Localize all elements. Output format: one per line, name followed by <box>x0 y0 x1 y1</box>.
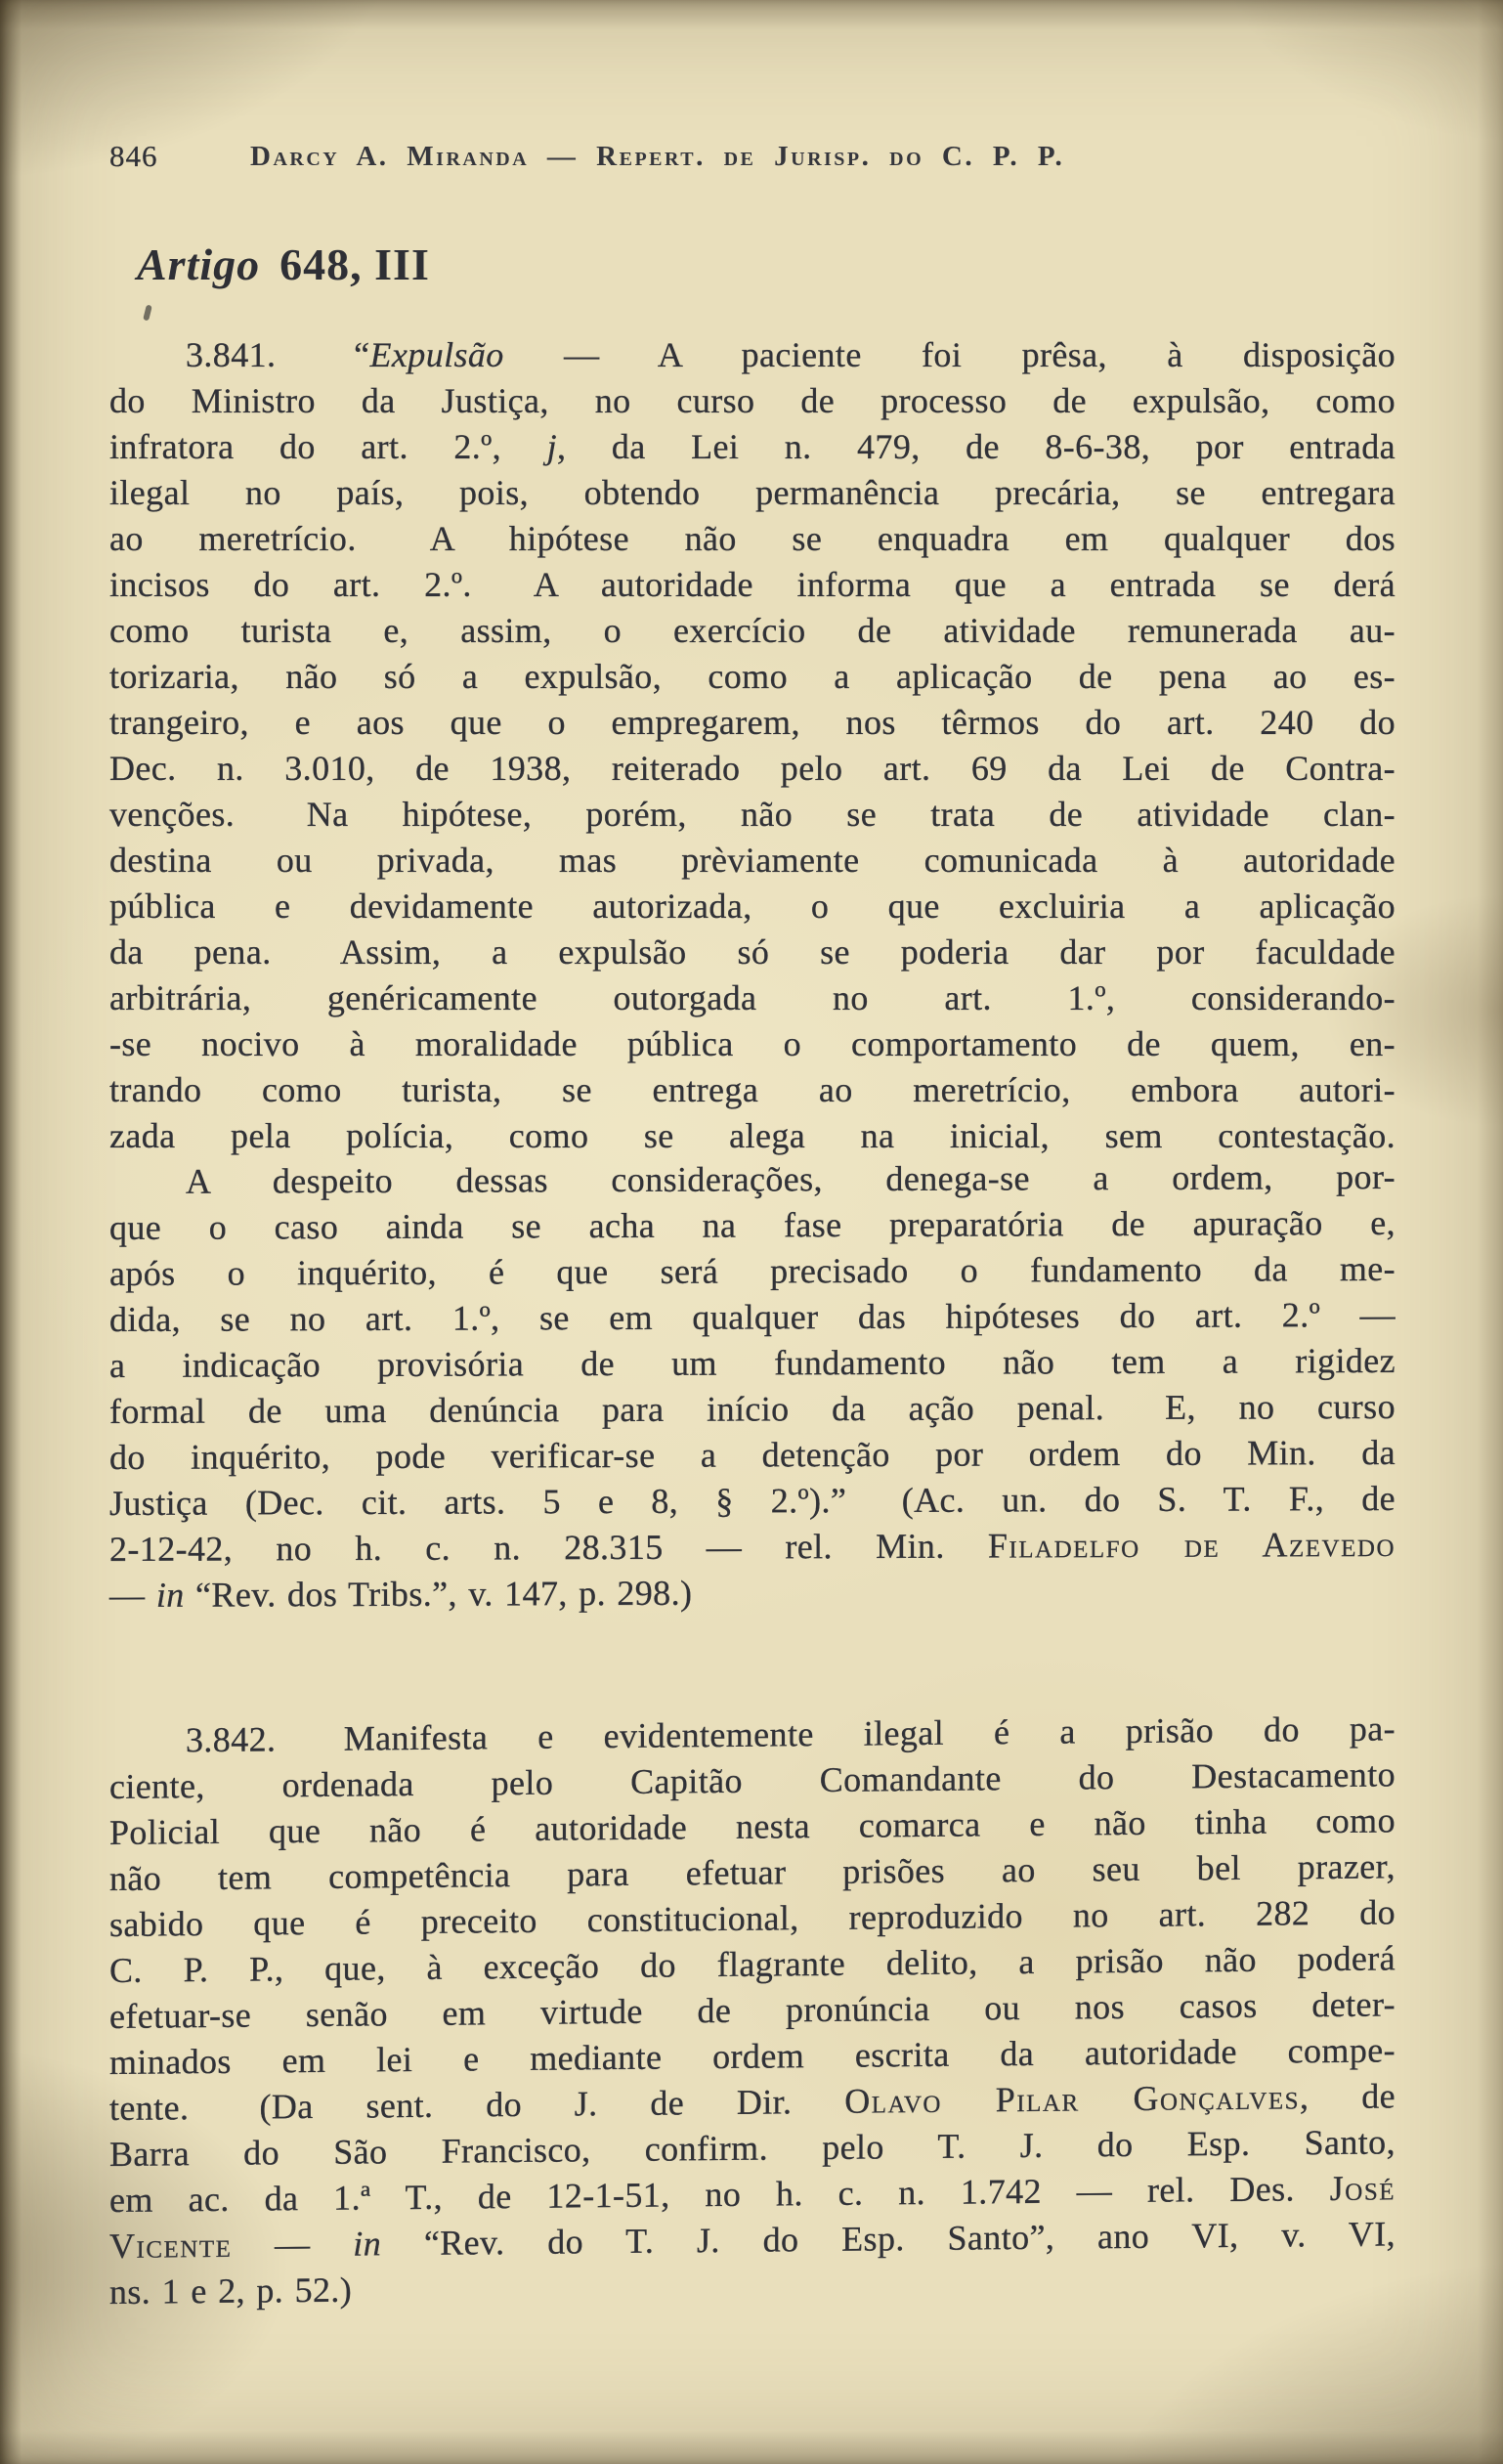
text-run: zada pela polícia, como se alega na inicial, sem contestação. <box>109 1116 1396 1155</box>
text-run: trando como turista, se entrega ao meretrício, embora autori- <box>109 1070 1396 1109</box>
text-run: como turista e, assim, o exercício de atividade remunerada au- <box>109 611 1396 650</box>
text-line <box>109 562 1396 608</box>
text-run: venções. Na hipótese, porém, não se trata de atividade clan- <box>109 795 1396 834</box>
text-run: torizaria, não só a expulsão, como a aplicação de pena ao es- <box>109 657 1396 696</box>
text-line <box>109 1384 1396 1435</box>
text-run: da pena. Assim, a expulsão só se poderia dar por faculdade <box>109 932 1396 972</box>
running-header: Darcy A. Miranda — Repert. de Jurisp. do C. P. P. <box>250 141 1065 172</box>
text-line <box>109 792 1396 838</box>
text-line <box>109 1021 1396 1067</box>
text-run: trangeiro, e aos que o empregarem, nos têrmos do art. 240 do <box>109 703 1396 742</box>
text-run: 2-12-42, no h. c. n. 28.315 — rel. Min. <box>109 1526 988 1569</box>
text-run: que o caso ainda se acha na fase preparatória de apuração e, <box>109 1202 1396 1247</box>
smallcaps-name: Filadelfo de Azevedo <box>987 1524 1396 1566</box>
text-run: sabido que é preceito constitucional, reproduzido no art. 282 do <box>109 1892 1396 1944</box>
text-run: A despeito dessas considerações, denega-se a ordem, por- <box>186 1156 1396 1201</box>
text-run: a indicação provisória de um fundamento não tem a rigidez <box>109 1340 1396 1385</box>
text-run: Policial que não é autoridade nesta comarca e não tinha como <box>109 1800 1396 1852</box>
text-line <box>109 746 1396 792</box>
text-run: pública e devidamente autorizada, o que excluiria a aplicação <box>109 886 1396 926</box>
italic-text: in <box>155 1575 185 1615</box>
page-number: 846 <box>109 139 158 173</box>
text-run: ciente, ordenada pelo Capitão Comandante do Destacamento <box>109 1754 1396 1806</box>
text-run: dida, se no art. 1.º, se em qualquer das hipóteses do art. 2.º — <box>109 1294 1396 1339</box>
text-run: ns. 1 e 2, p. 52.) <box>109 2269 353 2312</box>
text-run: 3.842. Manifesta e evidentemente ilegal é a prisão do pa- <box>186 1708 1396 1760</box>
text-run: não tem competência para efetuar prisões ao seu bel prazer, <box>109 1846 1396 1898</box>
text-run: “Rev. do T. J. do Esp. Santo”, ano VI, v. VI, <box>381 2214 1396 2264</box>
text-run: C. P. P., que, à exceção do flagrante delito, a prisão não poderá <box>109 1938 1396 1990</box>
text-run: Dec. n. 3.010, de 1938, reiterado pelo art. 69 da Lei de Contra- <box>109 749 1396 788</box>
text-line <box>109 1067 1396 1113</box>
text-line <box>109 654 1396 700</box>
paragraph-3841 <box>109 332 1396 1159</box>
text-run: ilegal no país, pois, obtendo permanência precária, se entregara <box>109 473 1396 512</box>
paragraph-3842 <box>109 1706 1396 2315</box>
text-line <box>109 1292 1396 1343</box>
article-title-word: Artigo <box>137 239 261 289</box>
text-run: “Rev. dos Tribs.”, v. 147, p. 298.) <box>184 1573 693 1615</box>
text-line <box>109 1430 1396 1481</box>
text-line <box>109 1113 1396 1159</box>
text-run: do inquérito, pode verificar-se a detenção por ordem do Min. da <box>109 1432 1396 1477</box>
text-run: tente. (Da sent. do J. de Dir. <box>109 2081 845 2128</box>
text-run: 3.841. “ <box>186 335 370 374</box>
ink-speck <box>143 305 152 322</box>
text-run: efetuar-se senão em virtude de pronúncia ou nos casos deter- <box>109 1984 1396 2036</box>
text-line <box>109 1246 1396 1297</box>
italic-text: j <box>546 427 557 466</box>
text-run: Barra do São Francisco, confirm. pelo T. J. do Esp. Santo, <box>109 2122 1396 2174</box>
text-run: ao meretrício. A hipótese não se enquadra em qualquer dos <box>109 519 1396 558</box>
text-run: -se nocivo à moralidade pública o comportamento de quem, en- <box>109 1024 1396 1063</box>
smallcaps-name: Olavo Pilar Gonçalves <box>844 2077 1301 2121</box>
text-line <box>109 1476 1396 1527</box>
text-line <box>109 470 1396 516</box>
text-run: após o inquérito, é que será precisado o fundamento da me- <box>109 1248 1396 1293</box>
text-run: , da Lei n. 479, de 8-6-38, por entrada <box>556 427 1396 466</box>
text-run: incisos do art. 2.º. A autoridade informa que a entrada se derá <box>109 565 1396 604</box>
text-line <box>109 332 1396 378</box>
text-line <box>109 700 1396 746</box>
text-line <box>109 884 1396 929</box>
text-run: em ac. da 1.ª T., de 12-1-51, no h. c. n. 1.742 — rel. Des. <box>109 2169 1330 2220</box>
text-line <box>109 1200 1396 1251</box>
text-line <box>109 929 1396 975</box>
article-title-number: 648, III <box>279 239 430 289</box>
paragraph-3841-continuation <box>109 1154 1396 1619</box>
smallcaps-name: José <box>1329 2168 1396 2209</box>
text-line <box>109 975 1396 1021</box>
smallcaps-name: Vicente <box>109 2225 233 2266</box>
text-line <box>109 424 1396 470</box>
text-line <box>109 1568 1396 1619</box>
text-run: — <box>232 2224 354 2265</box>
text-line <box>109 1522 1396 1573</box>
text-run: Justiça (Dec. cit. arts. 5 e 8, § 2.º).” (Ac. un. do S. T. F., de <box>109 1478 1396 1523</box>
text-run: infratora do art. 2.º, <box>109 427 547 466</box>
text-run: formal de uma denúncia para início da ação penal. E, no curso <box>109 1386 1396 1431</box>
text-line <box>109 1154 1396 1205</box>
text-run: minados em lei e mediante ordem escrita da autoridade compe- <box>109 2030 1396 2082</box>
italic-text: Expulsão <box>369 335 504 374</box>
text-line <box>109 608 1396 654</box>
text-run: , de <box>1300 2076 1396 2117</box>
text-line <box>109 1338 1396 1389</box>
article-title <box>137 238 430 290</box>
text-run: — <box>109 1575 156 1615</box>
text-run: arbitrária, genéricamente outorgada no art. 1.º, considerando- <box>109 978 1396 1017</box>
text-run: — A paciente foi prêsa, à disposição <box>503 335 1396 374</box>
text-line <box>109 838 1396 884</box>
text-run: destina ou privada, mas prèviamente comunicada à autoridade <box>109 841 1396 880</box>
italic-text: in <box>353 2224 382 2264</box>
text-line <box>109 516 1396 562</box>
text-block <box>109 332 1396 2315</box>
text-run: do Ministro da Justiça, no curso de processo de expulsão, como <box>109 381 1396 420</box>
text-line <box>109 378 1396 424</box>
